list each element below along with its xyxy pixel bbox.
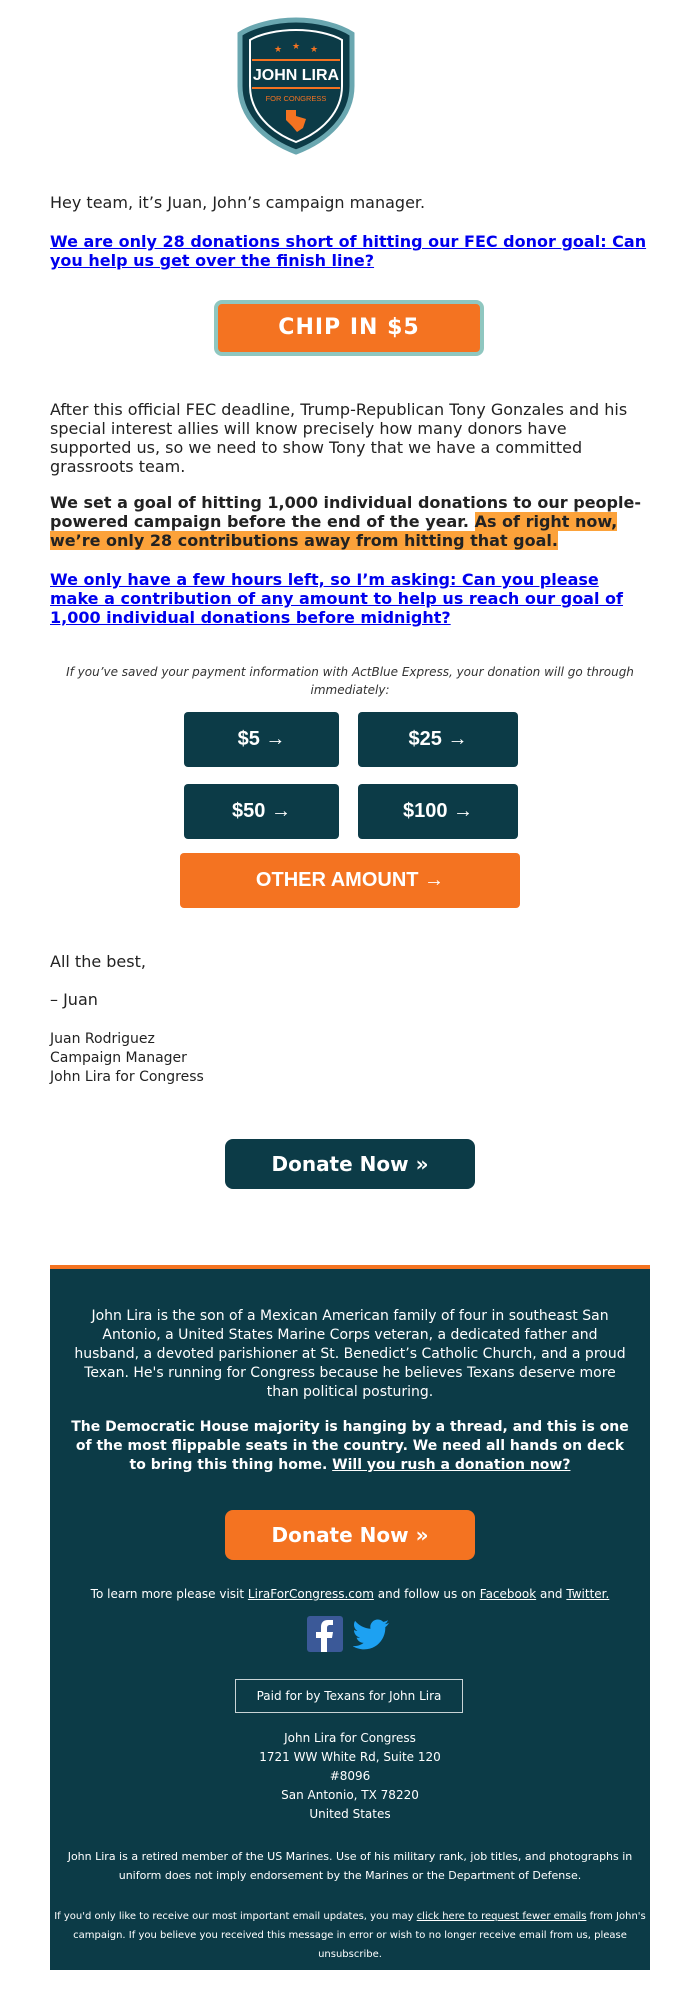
and-text: and	[536, 1587, 567, 1601]
svg-text:★: ★	[274, 45, 283, 55]
chip-in-button[interactable]: CHIP IN $5	[214, 300, 484, 356]
closing-text: All the best,	[50, 952, 146, 971]
donate-100-button[interactable]: $100 →	[358, 784, 518, 839]
donate-now-button[interactable]: Donate Now »	[225, 1139, 475, 1189]
intro-text: Hey team, it’s Juan, John’s campaign manager.	[50, 193, 426, 212]
learn-more-line	[70, 1585, 630, 1604]
svg-text:★: ★	[310, 45, 319, 55]
twitter-icon[interactable]	[353, 1616, 391, 1652]
goal-paragraph	[50, 493, 650, 550]
campaign-logo	[234, 16, 359, 156]
address-line-4: San Antonio, TX 78220	[281, 1788, 419, 1802]
follow-text: and follow us on	[373, 1587, 480, 1601]
ask-link[interactable]: We only have a few hours left, so I’m asking: Can you please make a contribution of any amount to help us reach our goal of 1,000 individual donations before midnight?	[50, 570, 623, 627]
logo-sub: FOR CONGRESS	[265, 94, 327, 103]
logo-name: JOHN LIRA	[252, 67, 340, 84]
donate-5-button[interactable]: $5 →	[184, 712, 339, 767]
signature-title: Campaign Manager	[50, 1050, 187, 1066]
footer	[50, 1265, 650, 1970]
signature-name: Juan Rodriguez	[50, 1031, 155, 1047]
goal-highlight: As of right now, we’re only 28 contributions away from hitting that goal.	[50, 512, 618, 550]
signoff-text: – Juan	[50, 990, 98, 1009]
donate-25-button[interactable]: $25 →	[358, 712, 518, 767]
footer-donate-now-button[interactable]: Donate Now »	[225, 1510, 475, 1560]
fec-goal-link[interactable]: We are only 28 donations short of hitting our FEC donor goal: Can you help us get over the finish line?	[50, 232, 647, 270]
candidate-bio: John Lira is the son of a Mexican American family of four in southeast San Antonio, a United States Marine Corps veteran, a dedicated father and husband, a devoted parishioner at St. Benedict’s Catholic Church, and a proud Texan. He's running for Congress because he believes Texans deserve more than political posturing.	[74, 1308, 626, 1400]
other-amount-button[interactable]: OTHER AMOUNT →	[180, 853, 520, 908]
facebook-link[interactable]: Facebook	[479, 1587, 537, 1601]
paid-for-box: Paid for by Texans for John Lira	[235, 1679, 463, 1713]
unsub-post-text: from John's campaign. If you believe you received this message in error or wish to no longer receive email from us, please unsubscribe.	[73, 1911, 646, 1960]
facebook-icon[interactable]	[307, 1616, 343, 1652]
address-line-3: #8096	[329, 1769, 371, 1783]
learn-more-text: To learn more please visit	[90, 1587, 248, 1601]
twitter-link[interactable]: Twitter.	[566, 1587, 610, 1601]
address-line-1: John Lira for Congress	[284, 1731, 416, 1745]
unsub-pre-text: If you'd only like to receive our most important email updates, you may	[54, 1911, 417, 1922]
ask-paragraph	[50, 570, 650, 627]
appeal-text: The Democratic House majority is hanging by a thread, and this is one of the most flippable seats in the country. We need all hands on deck to bring this thing home.	[71, 1419, 629, 1473]
fec-goal-paragraph	[50, 232, 650, 270]
svg-text:★: ★	[292, 42, 301, 52]
fec-deadline-paragraph: After this official FEC deadline, Trump-Republican Tony Gonzales and his special interest allies will know precisely how many donors have supported us, so we need to show Tony that we have a committed grassroots team.	[50, 400, 628, 476]
unsubscribe-text	[50, 1907, 650, 1964]
fewer-emails-link[interactable]: click here to request fewer emails	[416, 1911, 587, 1922]
address-line-2: 1721 WW White Rd, Suite 120	[259, 1750, 441, 1764]
donate-50-button[interactable]: $50 →	[184, 784, 339, 839]
military-disclaimer: John Lira is a retired member of the US Marines. Use of his military rank, job titles, and photographs in uniform does not imply endorsement by the Marines or the Department of Defense.	[67, 1850, 633, 1882]
website-link[interactable]: LiraForCongress.com	[247, 1587, 374, 1601]
goal-text: We set a goal of hitting 1,000 individual donations to our people-powered campaign before the end of the year.	[50, 493, 641, 531]
majority-appeal	[70, 1418, 630, 1475]
address-line-5: United States	[309, 1807, 391, 1821]
signature-org: John Lira for Congress	[50, 1069, 204, 1085]
rush-donation-link[interactable]: Will you rush a donation now?	[332, 1457, 571, 1473]
actblue-express-note: If you’ve saved your payment information with ActBlue Express, your donation will go through immediately:	[66, 665, 634, 697]
